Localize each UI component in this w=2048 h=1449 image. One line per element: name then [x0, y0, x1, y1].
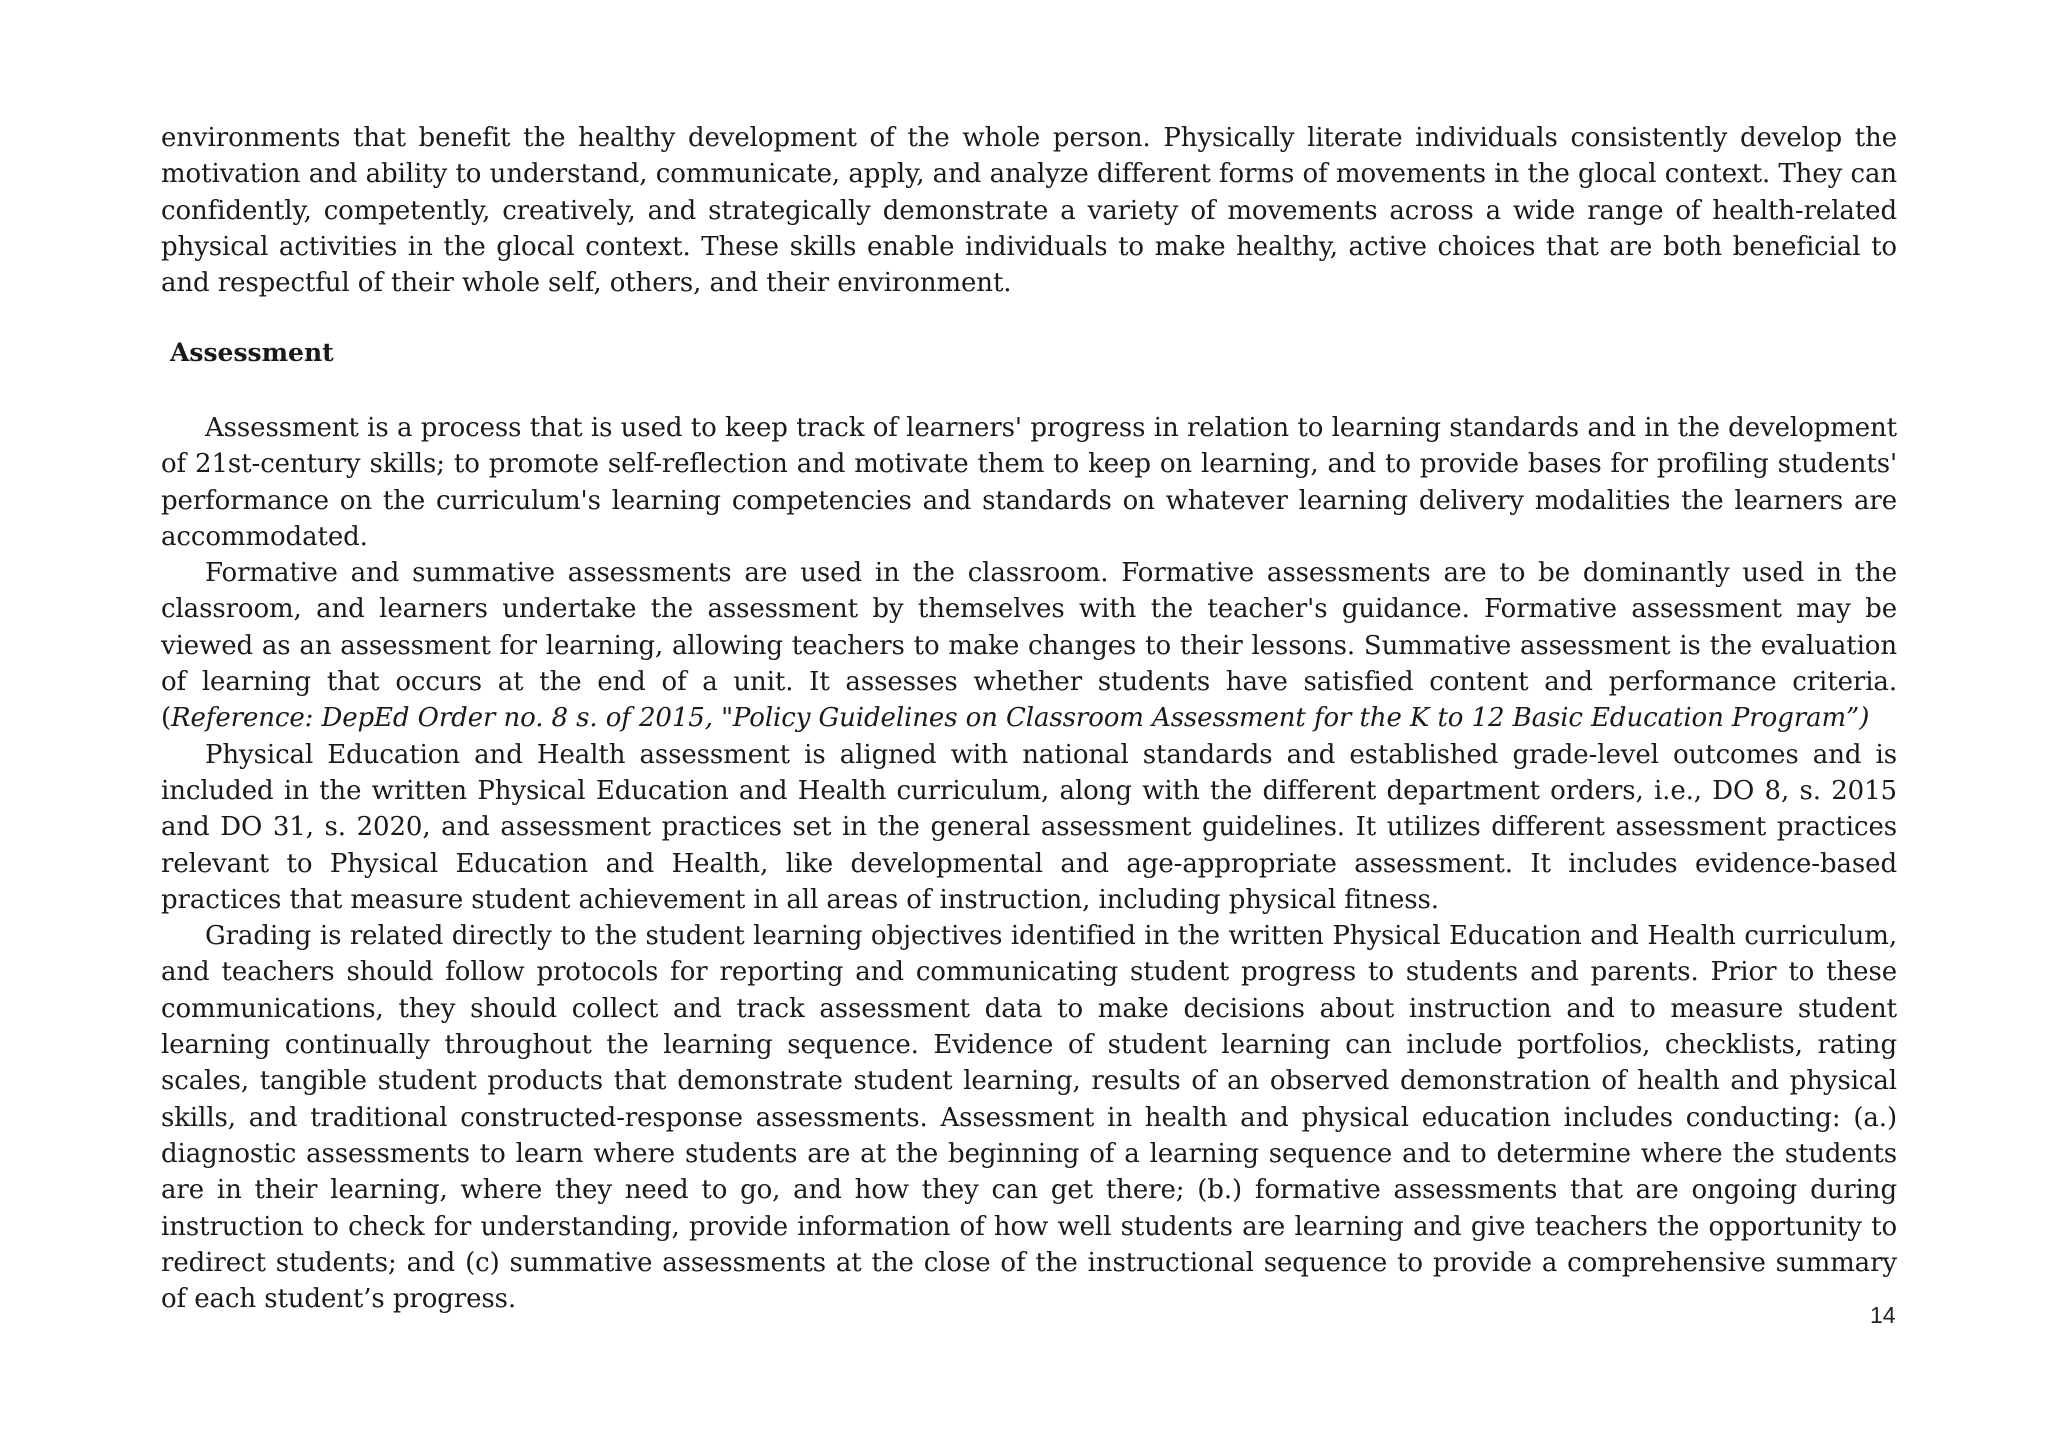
paragraph-assessment-definition: Assessment is a process that is used to keep track of learners' progress in relation to learning standards and in the development of 21st-century skills; to promote self-reflection and motivate them to keep on learning, and to provide bases for profiling students' performance on the curriculum's learning competencies and standards on whatever learning delivery modalities the learners are accommodated. — [161, 413, 1897, 552]
paragraph-text: Formative and summative assessments are used in the classroom. Formative assessments are to be dominantly used in the classroom, and learners undertake the assessment by themselves with the teacher's guidance. Formative assessment may be viewed as an assessment for learning, allowing teachers to make changes to their lessons. Summative assessment is the evaluation of learning that occurs at the end of a unit. It assesses whether students have satisfied content and performance criteria. ( — [161, 558, 1897, 734]
paragraph-formative-summative — [161, 555, 1897, 736]
paragraph-pe-health-assessment: Physical Education and Health assessment is aligned with national standards and established grade-level outcomes and is included in the written Physical Education and Health curriculum, along with the different department orders, i.e., DO 8, s. 2015 and DO 31, s. 2020, and assessment practices set in the general assessment guidelines. It utilizes different assessment practices relevant to Physical Education and Health, like developmental and age-appropriate assessment. It includes evidence-based practices that measure student achievement in all areas of instruction, including physical fitness. — [161, 739, 1897, 915]
intro-paragraph: environments that benefit the healthy development of the whole person. Physically literate individuals consistently develop the motivation and ability to understand, communicate, apply, and analyze different forms of movements in the glocal context. They can confidently, competently, creatively, and strategically demonstrate a variety of movements across a wide range of health-related physical activities in the glocal context. These skills enable individuals to make healthy, active choices that are both beneficial to and respectful of their whole self, others, and their environment. — [161, 123, 1897, 299]
page-number: 14 — [1870, 1302, 1896, 1328]
assessment-body — [161, 410, 1897, 1317]
section-heading: Assessment — [170, 338, 334, 367]
paragraph-grading: Grading is related directly to the student learning objectives identified in the written Physical Education and Health curriculum, and teachers should follow protocols for reporting and communicating student progress to students and parents. Prior to these communications, they should collect and track assessment data to make decisions about instruction and to measure student learning continually throughout the learning sequence. Evidence of student learning can include portfolios, checklists, rating scales, tangible student products that demonstrate student learning, results of an observed demonstration of health and physical skills, and traditional constructed-response assessments. Assessment in health and physical education includes conducting: (a.) diagnostic assessments to learn where students are at the beginning of a learning sequence and to determine where the students are in their learning, where they need to go, and how they can get there; (b.) formative assessments that are ongoing during instruction to check for understanding, provide information of how well students are learning and give teachers the opportunity to redirect students; and (c) summative assessments at the close of the instructional sequence to provide a comprehensive summary of each student’s progress. — [161, 921, 1897, 1315]
reference-citation: Reference: DepEd Order no. 8 s. of 2015, "Policy Guidelines on Classroom Assessment for the K to 12 Basic Education Program”) — [171, 703, 1870, 734]
